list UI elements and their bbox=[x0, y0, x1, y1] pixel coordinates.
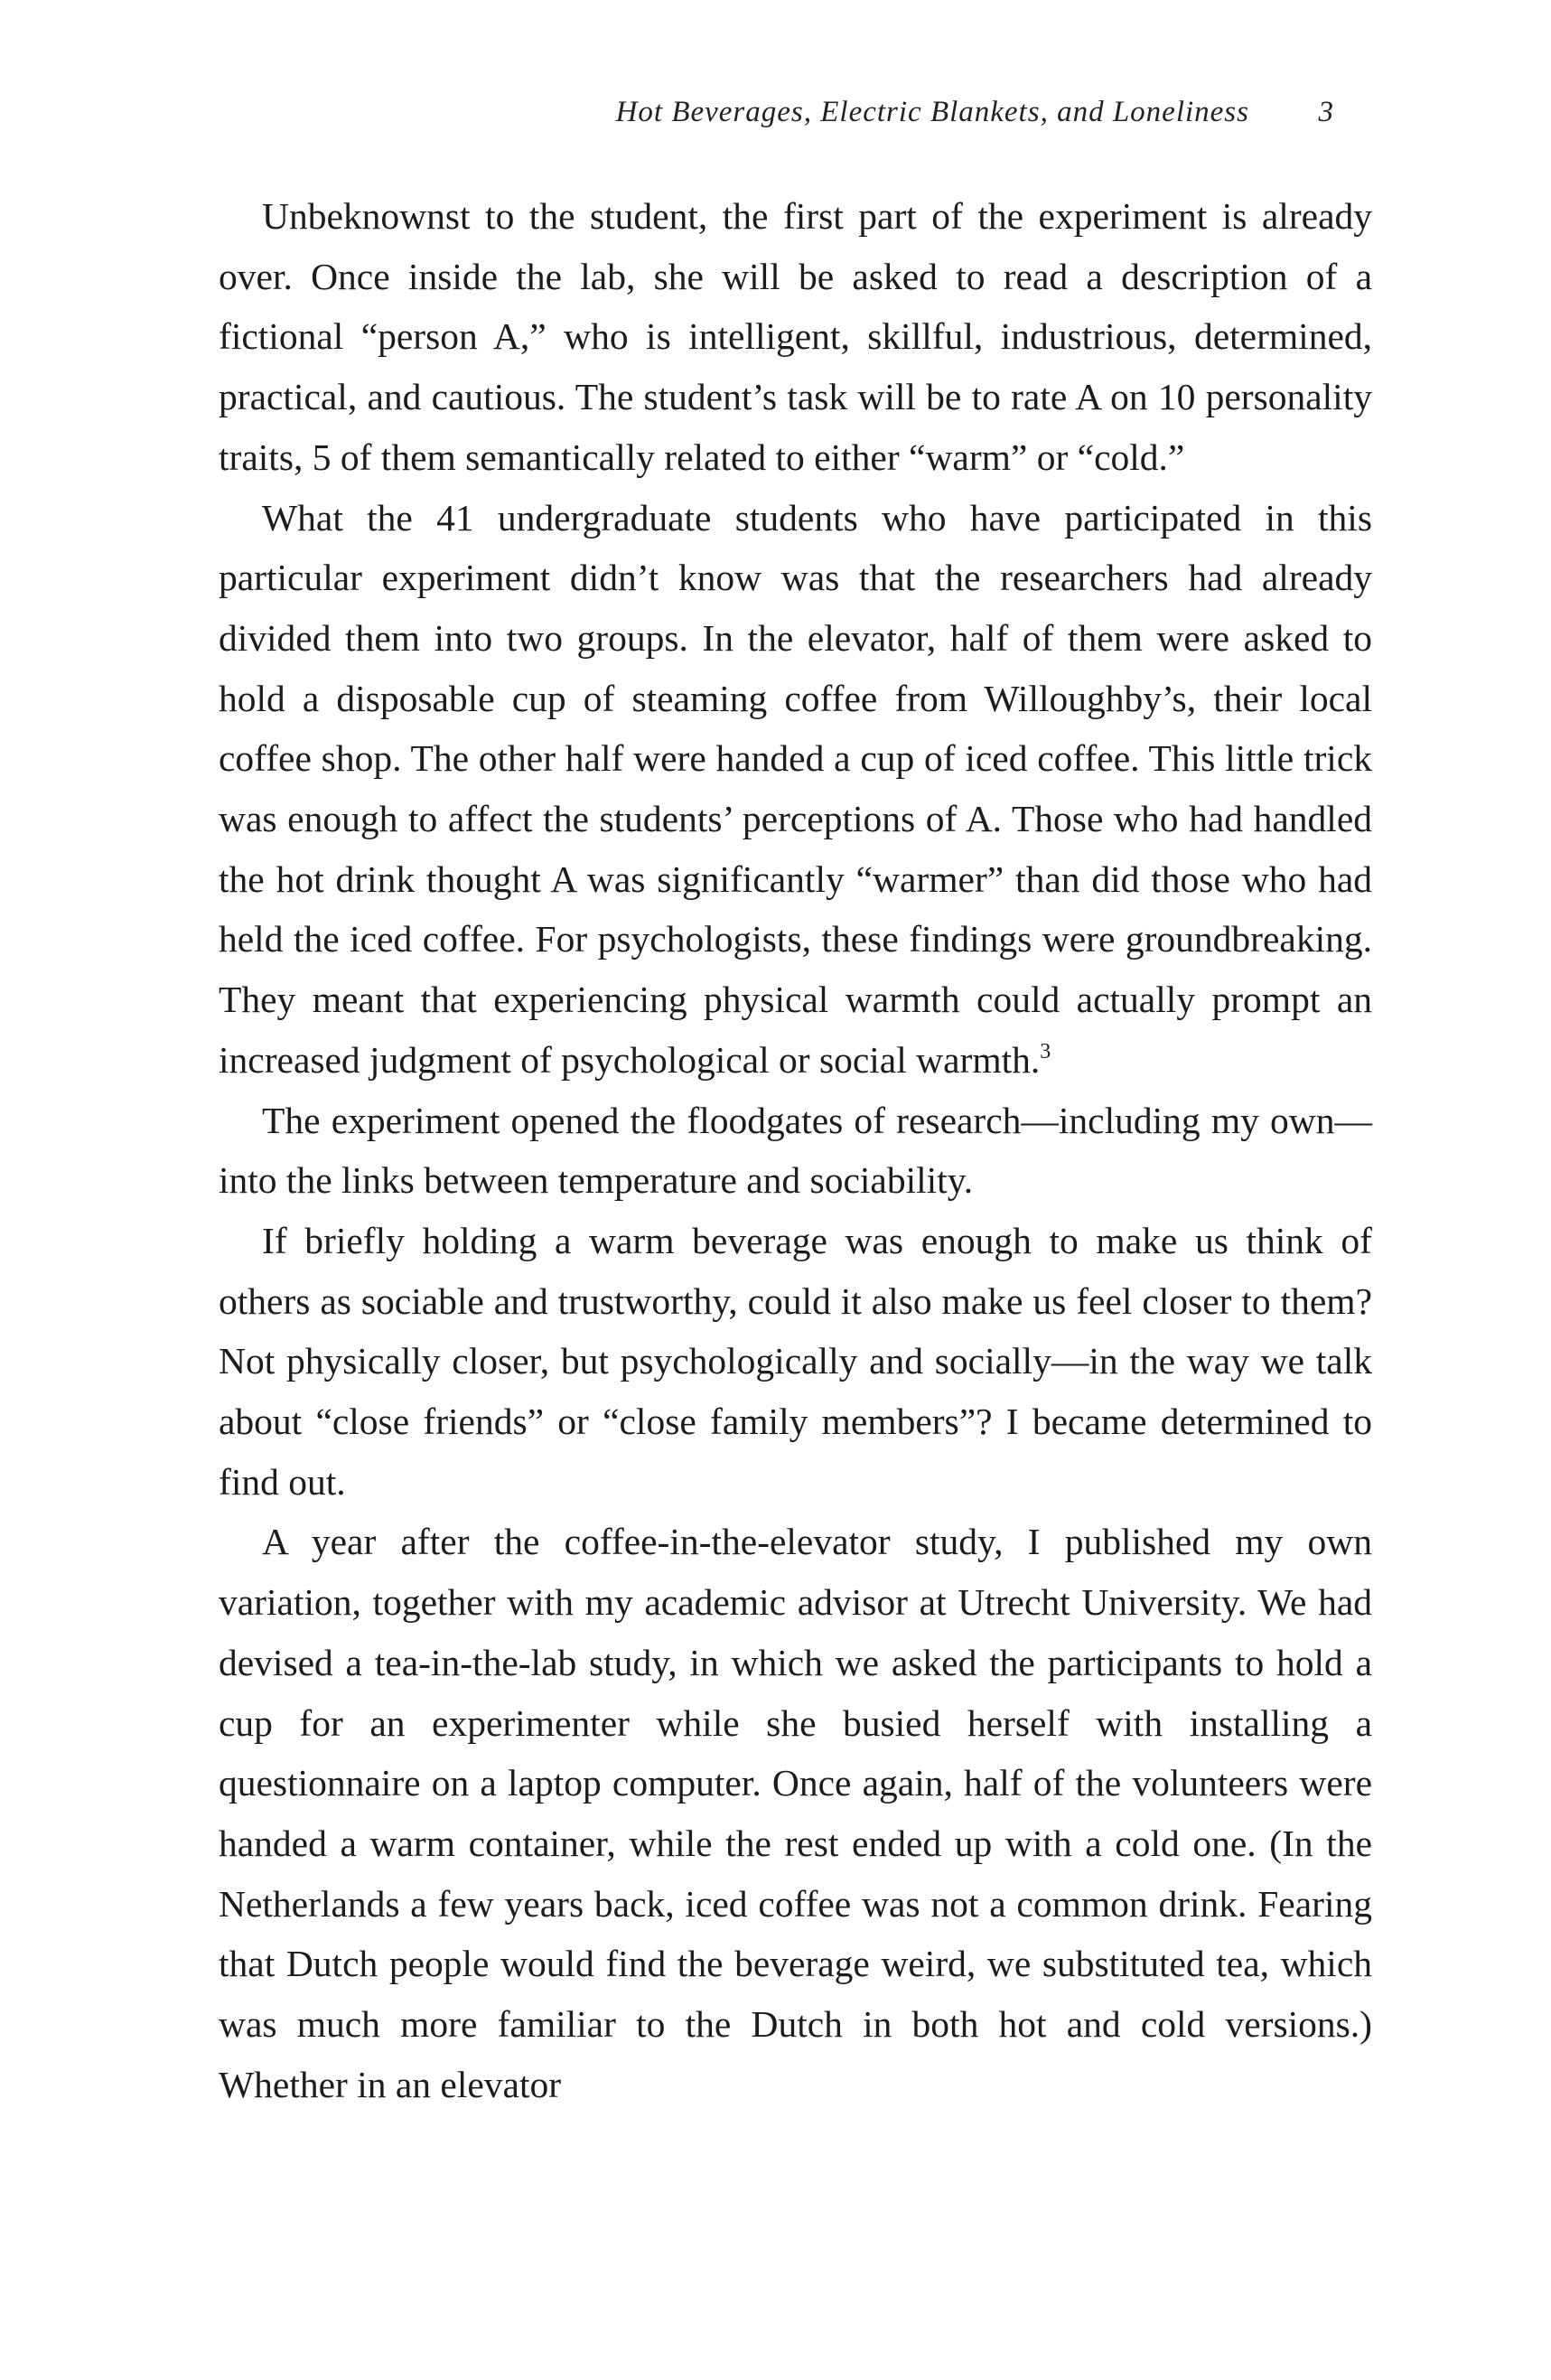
paragraph-4-text: If briefly holding a warm beverage was enough to make us think of others as sociable and trustworthy, could it also make us feel closer to them? Not physically closer, but psychologically and socially—in the way we talk about “close friends” or “close family members”? I became determined to find out. bbox=[219, 1219, 1372, 1503]
paragraph-3 bbox=[219, 1091, 1372, 1211]
paragraph-4 bbox=[219, 1211, 1372, 1513]
paragraph-1 bbox=[219, 186, 1372, 488]
page-number: 3 bbox=[1318, 96, 1334, 128]
paragraph-3-text: The experiment opened the floodgates of research—including my own—into the links between temperature and sociability. bbox=[219, 1099, 1372, 1202]
paragraph-2-text: What the 41 undergraduate students who have participated in this particular experiment didn’t know was that the researchers had already divided them into two groups. In the elevator, half of them were asked to hold a disposable cup of steaming coffee from Willoughby’s, their local coffee shop. The other half were handed a cup of iced coffee. This little trick was enough to affect the students’ perceptions of A. Those who had handled the hot drink thought A was significantly “warmer” than did those who had held the iced coffee. For psychologists, these findings were groundbreaking. They meant that experiencing physical warmth could actually prompt an increased judgment of psychological or social warmth. bbox=[219, 496, 1372, 1081]
paragraph-5 bbox=[219, 1512, 1372, 2114]
running-head bbox=[219, 89, 1334, 134]
paragraph-5-text: A year after the coffee-in-the-elevator study, I published my own variation, together with my academic advisor at Utrecht University. We had devised a tea-in-the-lab study, in which we asked the participants to hold a cup for an experimenter while she busied herself with installing a questionnaire on a laptop computer. Once again, half of the volunteers were handed a warm container, while the rest ended up with a cold one. (In the Netherlands a few years back, iced coffee was not a common drink. Fearing that Dutch people would find the beverage weird, we substituted tea, which was much more familiar to the Dutch in both hot and cold versions.) Whether in an elevator bbox=[219, 1521, 1372, 2105]
paragraph-1-text: Unbeknownst to the student, the first part of the experiment is already over. Once inside the lab, she will be asked to read a description of a fictional “person A,” who is intelligent, skillful, industrious, determined, practical, and cautious. The student’s task will be to rate A on 10 personality traits, 5 of them semantically related to either “warm” or “cold.” bbox=[219, 195, 1372, 478]
body-text bbox=[219, 186, 1372, 2115]
running-title: Hot Beverages, Electric Blankets, and Loneliness bbox=[615, 96, 1249, 128]
footnote-marker[interactable]: 3 bbox=[1040, 1039, 1051, 1064]
paragraph-2 bbox=[219, 488, 1372, 1091]
